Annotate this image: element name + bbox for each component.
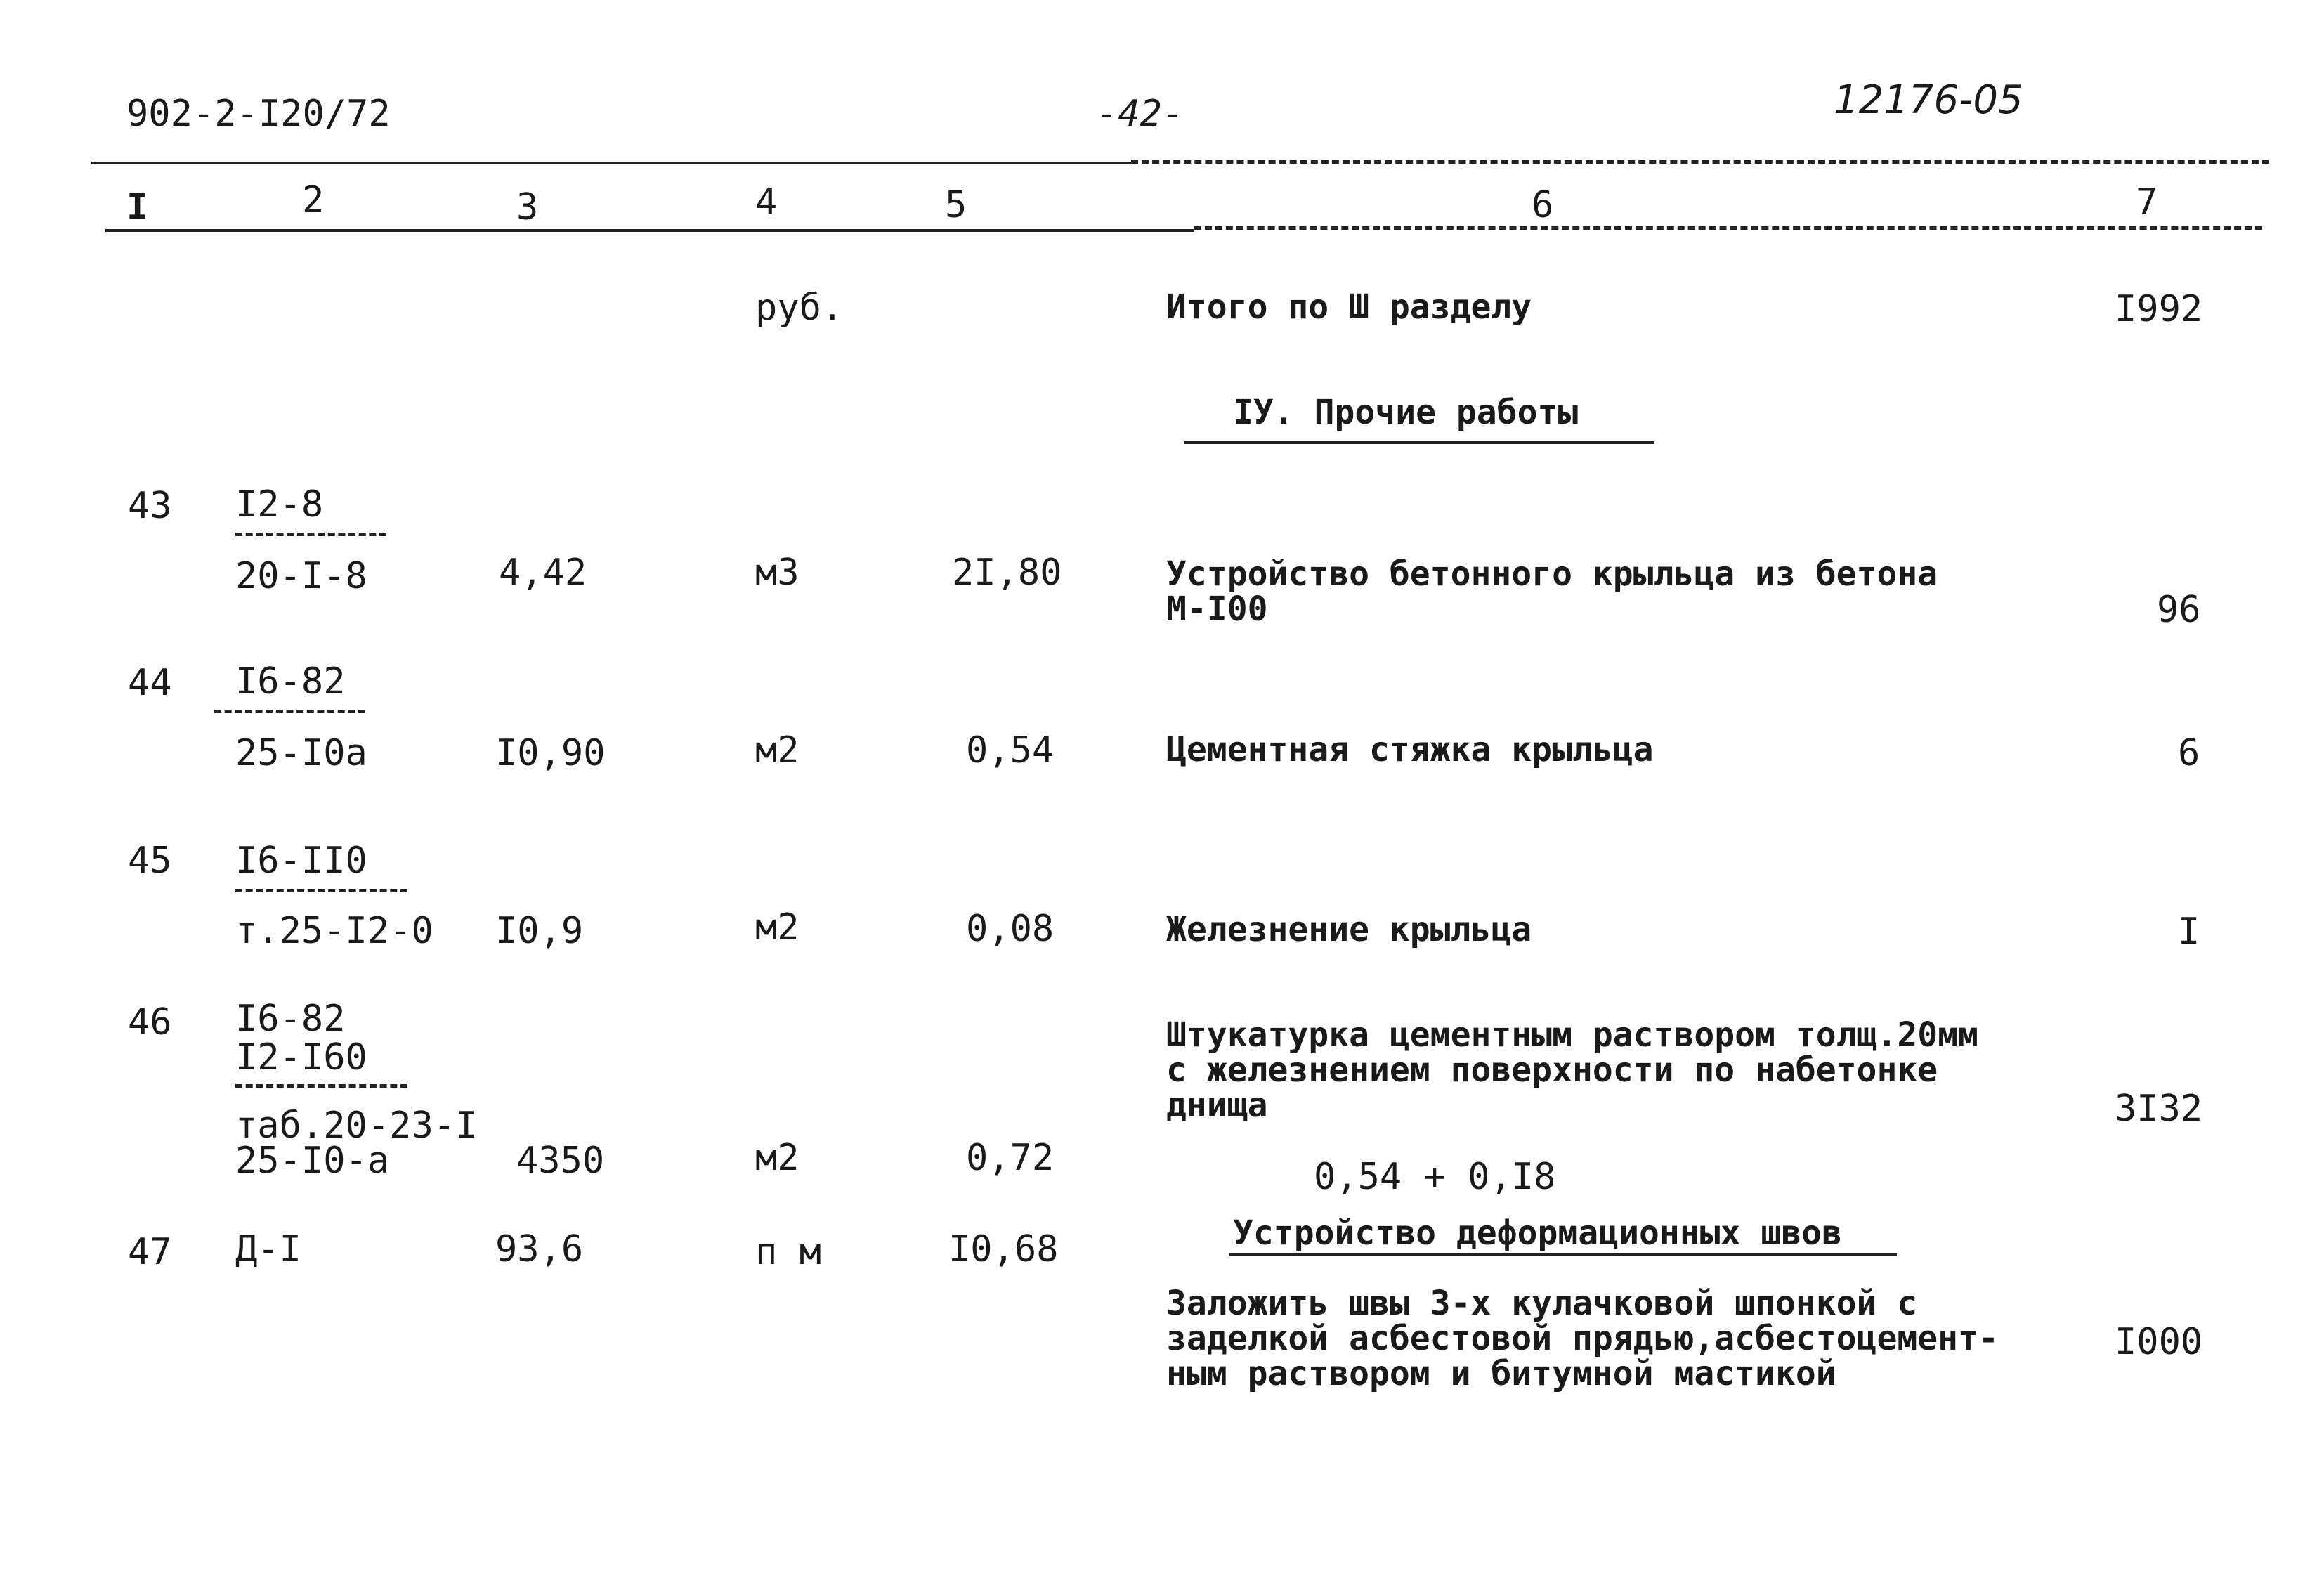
row-43-number: 43 <box>128 485 172 527</box>
doc-code: 902-2-I20/72 <box>126 93 391 135</box>
row-45-price: 0,08 <box>966 908 1055 950</box>
row-44-unit: м2 <box>755 729 799 771</box>
row-47-desc-line-3: ным раствором и битумной мастикой <box>1166 1354 1836 1393</box>
row-44-number: 44 <box>128 662 172 704</box>
row-47-desc-line-1: Заложить швы 3-х кулачковой шпонкой с <box>1166 1284 1918 1323</box>
header-top-rule <box>91 162 1131 164</box>
row-45-number: 45 <box>128 840 172 882</box>
row-43-desc-line-2: М-I00 <box>1166 590 1268 629</box>
section-heading: IУ. Прочие работы <box>1233 393 1579 432</box>
column-header-rule <box>105 229 1194 232</box>
handwritten-code: 12176-05 <box>1834 77 2023 123</box>
section-total-value: I992 <box>2115 288 2203 330</box>
row-46-desc-line-1: Штукатурка цементным раствором толщ.20мм <box>1166 1015 1978 1055</box>
row-47-desc-line-2: заделкой асбестовой прядью,асбестоцемент- <box>1166 1319 1999 1358</box>
row-44-qty: I0,90 <box>495 732 606 774</box>
column-header-5: 5 <box>945 184 967 226</box>
row-44-price: 0,54 <box>966 729 1055 771</box>
row-44-code-bottom: 25-I0а <box>235 732 367 774</box>
row-46-formula: 0,54 + 0,I8 <box>1314 1156 1556 1198</box>
row-43-desc-line-1: Устройство бетонного крыльца из бетона <box>1166 554 1938 594</box>
section-heading-underline <box>1184 441 1654 444</box>
row-46-code-bottom: таб.20-23-I <box>235 1105 478 1147</box>
row-46-price: 0,72 <box>966 1137 1055 1179</box>
section-total-label: Итого по Ш разделу <box>1166 287 1532 327</box>
row-46-qty: 4350 <box>516 1140 605 1182</box>
row-43-code-bottom: 20-I-8 <box>235 555 367 597</box>
row-47-subheading-underline <box>1229 1253 1897 1256</box>
row-45-total: I <box>2178 911 2200 953</box>
row-45-code-top: I6-II0 <box>235 840 367 882</box>
row-43-code-divider <box>235 533 386 536</box>
column-header-1: I <box>126 186 149 228</box>
row-47-unit: п м <box>755 1231 821 1273</box>
row-43-price: 2I,80 <box>952 552 1062 594</box>
row-46-code-top: I6-82 <box>235 998 346 1040</box>
row-46-code-bottom-2: 25-I0-а <box>235 1140 390 1182</box>
row-44-code-top: I6-82 <box>235 660 346 703</box>
row-47-number: 47 <box>128 1231 172 1273</box>
row-46-unit: м2 <box>755 1137 799 1179</box>
column-header-4: 4 <box>755 181 778 223</box>
row-46-code-top-2: I2-I60 <box>235 1036 367 1079</box>
row-43-qty: 4,42 <box>499 552 587 594</box>
row-45-unit: м2 <box>755 906 799 949</box>
header-top-rule-dashed <box>1131 160 2269 164</box>
row-45-code-divider <box>235 889 407 892</box>
section-total-unit: руб. <box>755 287 844 329</box>
column-header-2: 2 <box>302 179 325 221</box>
row-47-price: I0,68 <box>948 1228 1059 1270</box>
row-47-qty: 93,6 <box>495 1228 584 1270</box>
row-47-subheading: Устройство деформационных швов <box>1233 1213 1842 1253</box>
row-43-code-top: I2-8 <box>235 483 324 526</box>
row-46-total: 3I32 <box>2115 1088 2203 1130</box>
row-44-total: 6 <box>2178 732 2200 774</box>
row-46-number: 46 <box>128 1001 172 1043</box>
row-44-code-divider <box>214 710 365 713</box>
column-header-rule-dashed <box>1194 226 2262 230</box>
row-45-desc-line-1: Железнение крыльца <box>1166 910 1532 949</box>
column-header-7: 7 <box>2136 181 2158 223</box>
page-number: -42- <box>1096 93 1184 135</box>
row-43-unit: м3 <box>755 552 799 594</box>
row-47-code-top: Д-I <box>235 1228 301 1270</box>
row-44-desc-line-1: Цементная стяжка крыльца <box>1166 730 1654 769</box>
row-46-code-divider <box>235 1084 407 1088</box>
row-46-desc-line-2: с железнением поверхности по набетонке <box>1166 1050 1938 1090</box>
row-43-total: 96 <box>2157 589 2201 631</box>
column-header-6: 6 <box>1532 184 1554 226</box>
row-45-code-bottom: т.25-I2-0 <box>235 910 433 952</box>
row-47-total: I000 <box>2115 1321 2203 1363</box>
row-46-desc-line-3: днища <box>1166 1086 1268 1125</box>
column-header-3: 3 <box>516 186 539 228</box>
row-45-qty: I0,9 <box>495 910 584 952</box>
